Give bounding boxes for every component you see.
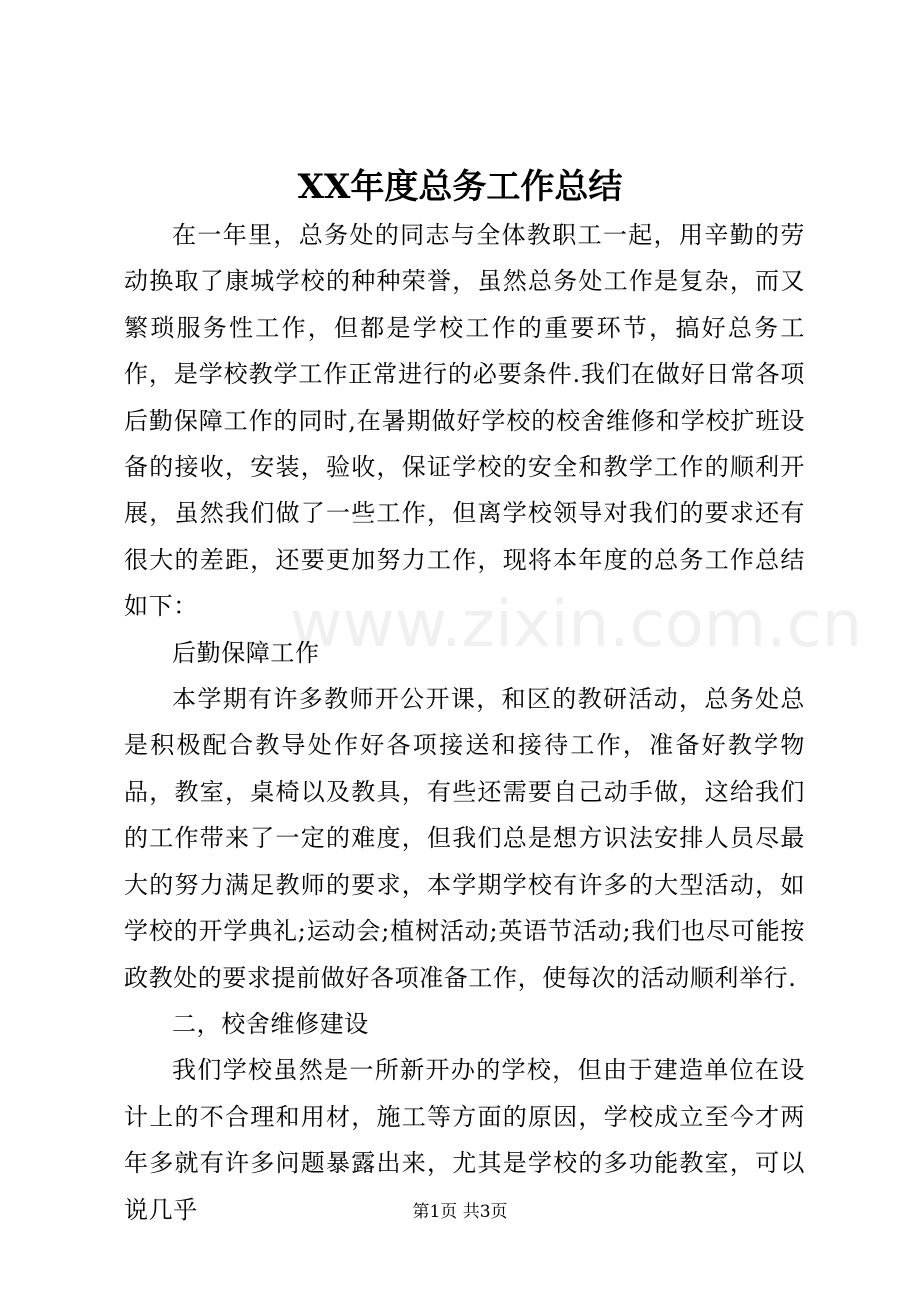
section-heading-logistics: 后勤保障工作 [172,638,320,667]
document-body [124,212,863,1233]
page-footer: 第1页 共3页 [412,1202,508,1222]
document-title: XX年度总务工作总结 [297,167,623,207]
maintenance-paragraph: 我们学校虽然是一所新开办的学校，但由于建造单位在设计上的不合理和用材，施工等方面的原因，学校成立至今才两年多就有许多问题暴露出来，尤其是学校的多功能教室，可以说几乎 [124,1056,805,1224]
section-heading-maintenance: 二，校舍维修建设 [172,1009,369,1038]
logistics-paragraph: 本学期有许多教师开公开课，和区的教研活动，总务处总是积极配合教导处作好各项接送和接待工作，准备好教学物品，教室，桌椅以及教具，有些还需要自己动手做，这给我们的工作带来了一定的难度，但我们总是想方识法安排人员尽最大的努力满足教师的要求，本学期学校有许多的大型活动，如学校的开学典礼;运动会;植树活动;英语节活动;我们也尽可能按政教处的要求提前做好各项准备工作，使每次的活动顺利举行. [124,685,805,992]
intro-paragraph: 在一年里，总务处的同志与全体教职工一起，用辛勤的劳动换取了康城学校的种种荣誉，虽然总务处工作是复杂，而又繁琐服务性工作，但都是学校工作的重要环节，搞好总务工作，是学校教学工作正常进行的必要条件.我们在做好日常各项后勤保障工作的同时,在暑期做好学校的校舍维修和学校扩班设备的接收，安装，验收，保证学校的安全和教学工作的顺利开展，虽然我们做了一些工作，但离学校领导对我们的要求还有很大的差距，还要更加努力工作，现将本年度的总务工作总结如下： [124,221,805,621]
watermark: www.zixin.com.cn [290,588,863,662]
